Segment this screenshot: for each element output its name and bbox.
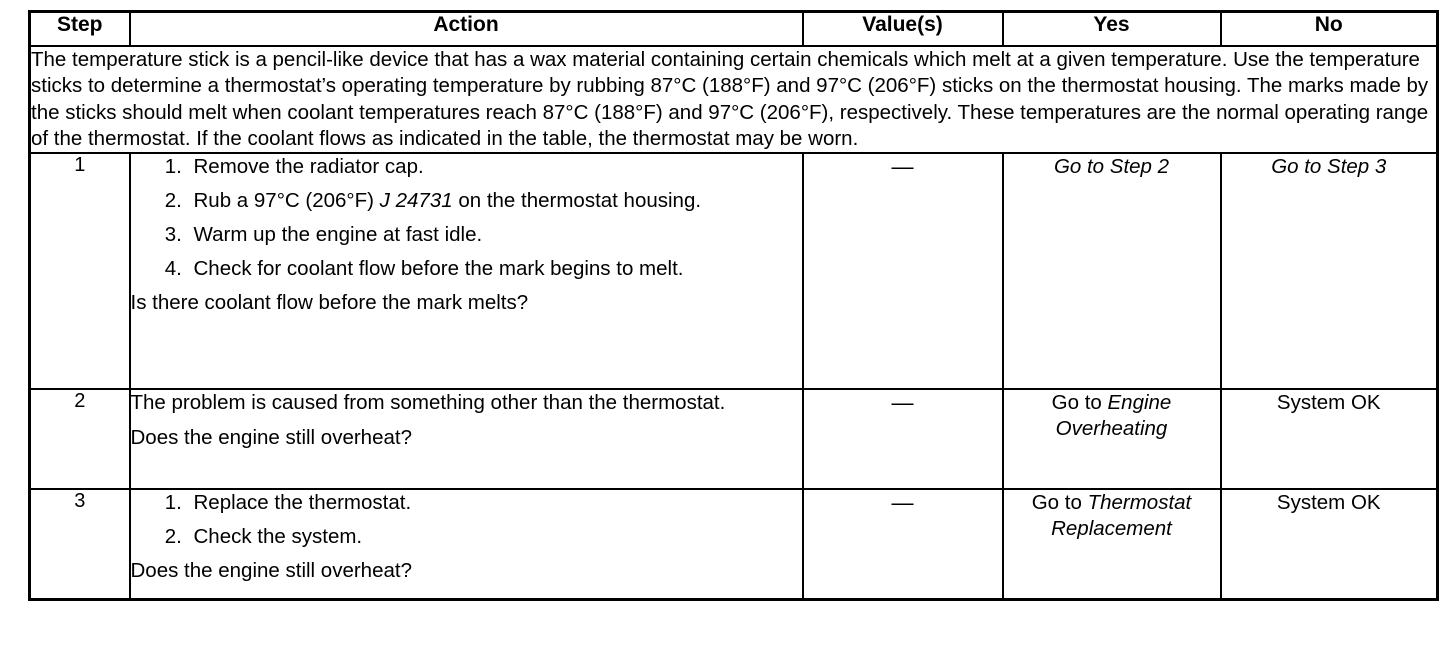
no-cell	[1221, 389, 1438, 489]
yes-cell	[1003, 489, 1221, 599]
action-text: on the thermostat housing.	[452, 189, 702, 213]
diagnostic-document	[28, 10, 1436, 601]
step-row-1	[30, 153, 1438, 389]
action-text: Rub a 97°C (206°F)	[193, 189, 380, 213]
step-question: Is there coolant flow before the mark melts?	[130, 291, 529, 315]
header-values: Value(s)	[803, 12, 1003, 47]
action-item: 4. Check for coolant flow before the mark begins to melt.	[188, 256, 714, 281]
step-statement: The problem is caused from something other than the thermostat.	[130, 391, 726, 415]
header-step: Step	[30, 12, 130, 47]
value-cell: —	[803, 153, 1003, 389]
step-question: Does the engine still overheat?	[130, 559, 412, 583]
intro-row	[30, 46, 1438, 153]
go-to-step-2-link[interactable]: Go to Step 2	[1053, 155, 1170, 179]
header-yes: Yes	[1003, 12, 1221, 47]
step-question: Does the engine still overheat?	[130, 426, 412, 450]
action-cell	[130, 153, 803, 389]
header-no: No	[1221, 12, 1438, 47]
no-cell	[1221, 153, 1438, 389]
action-list	[131, 490, 802, 549]
action-item: 1. Replace the thermostat.	[188, 490, 714, 515]
value-cell: —	[803, 389, 1003, 489]
action-item: 3. Warm up the engine at fast idle.	[188, 222, 714, 247]
no-cell	[1221, 489, 1438, 599]
engine-overheating-link[interactable]: Engine Overheating	[1055, 391, 1172, 441]
go-to-prefix: Go to	[1051, 391, 1102, 415]
action-item	[188, 188, 714, 213]
go-to-prefix: Go to	[1031, 491, 1082, 515]
intro-text: The temperature stick is a pencil-like device that has a wax material containing certain chemicals which melt at a given temperature. Use the temperature sticks to determine a thermostat’s operating temperature by rubbing 87°C (188°F) and 97°C (206°F) sticks on the thermostat housing. The marks made by the sticks should melt when coolant temperatures reach 87°C (188°F) and 97°C (206°F), respectively. These temperatures are the normal operating range of the thermostat. If the coolant flows as indicated in the table, the thermostat may be worn.	[30, 46, 1438, 153]
go-to-step-3-link[interactable]: Go to Step 3	[1271, 155, 1387, 179]
diagnostic-table	[28, 10, 1439, 601]
value-cell: —	[803, 489, 1003, 599]
step-row-3	[30, 489, 1438, 599]
action-item: 1. Remove the radiator cap.	[188, 154, 714, 179]
yes-cell	[1003, 389, 1221, 489]
yes-cell	[1003, 153, 1221, 389]
step-number: 2	[30, 389, 130, 489]
tool-reference: J 24731	[379, 189, 453, 213]
action-cell	[130, 489, 803, 599]
step-number: 3	[30, 489, 130, 599]
action-cell	[130, 389, 803, 489]
step-row-2	[30, 389, 1438, 489]
system-ok-text: System OK	[1276, 391, 1381, 415]
action-list	[131, 154, 802, 281]
step-number: 1	[30, 153, 130, 389]
action-item: 2. Check the system.	[188, 524, 714, 549]
header-action: Action	[130, 12, 803, 47]
header-row	[30, 12, 1438, 47]
thermostat-replacement-link[interactable]: Thermostat Replacement	[1051, 491, 1192, 541]
system-ok-text: System OK	[1276, 491, 1381, 515]
